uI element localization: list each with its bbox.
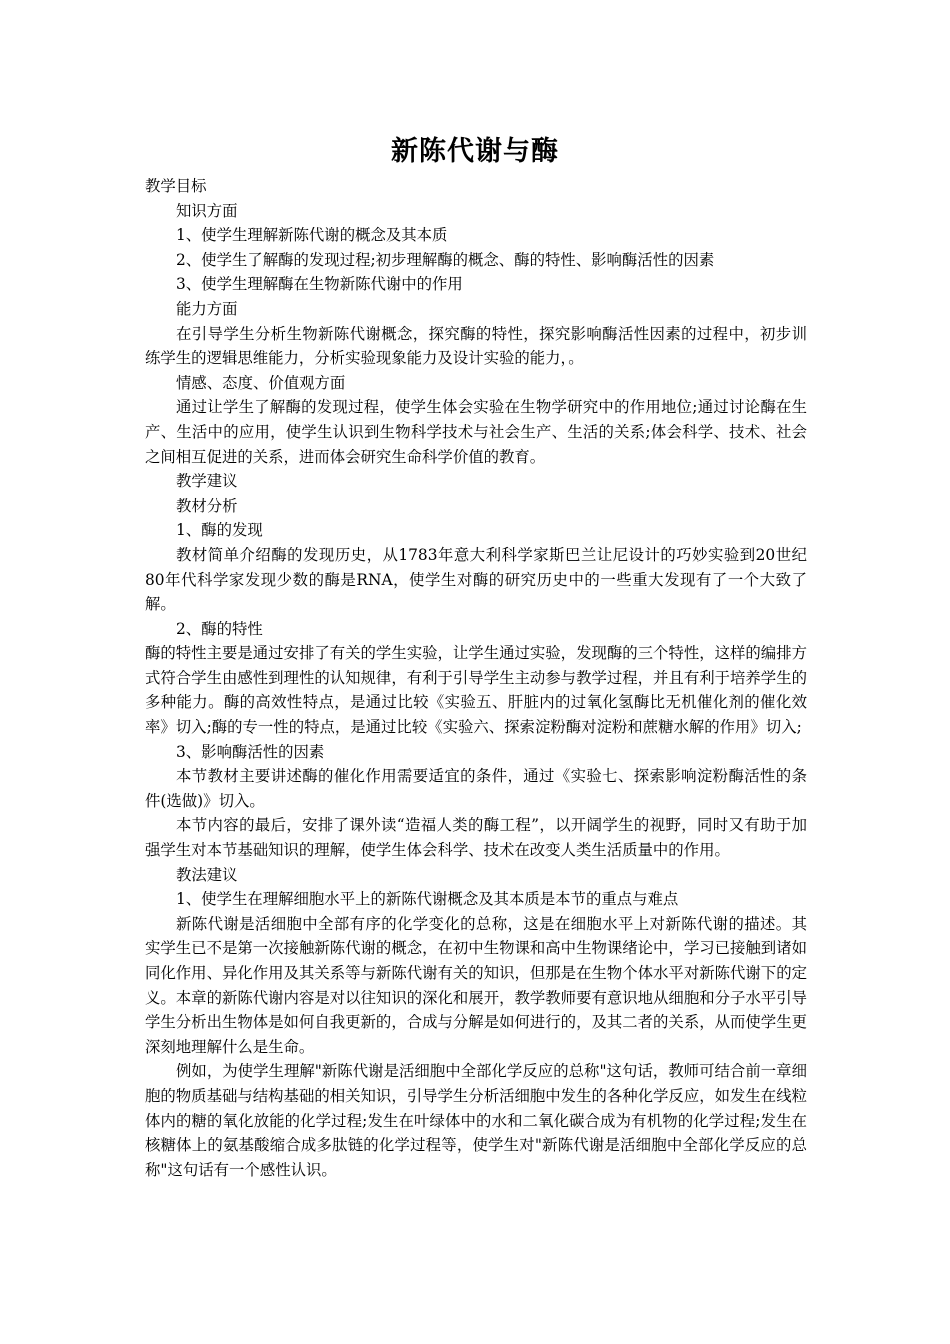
paragraph: 酶的特性主要是通过安排了有关的学生实验，让学生通过实验，发现酶的三个特性，这样的编排方式符合学生由感性到理性的认知规律，有利于引导学生主动参与教学过程，并且有利于培养学生的多种能力。酶的高效性特点，是通过比较《实验五、肝脏内的过氧化氢酶比无机催化剂的催化效率》切入;酶的专一性的特点，是通过比较《实验六、探索淀粉酶对淀粉和蔗糖水解的作用》切入; [145, 644, 807, 737]
paragraph: 教材分析 [176, 496, 238, 515]
paragraph: 在引导学生分析生物新陈代谢概念，探究酶的特性，探究影响酶活性因素的过程中，初步训练学生的逻辑思维能力，分析实验现象能力及设计实验的能力，。 [145, 324, 807, 368]
paragraph: 3、使学生理解酶在生物新陈代谢中的作用 [176, 275, 463, 294]
paragraph: 1、使学生理解新陈代谢的概念及其本质 [176, 226, 448, 245]
paragraph: 1、酶的发现 [176, 521, 263, 540]
paragraph: 例如，为使学生理解"新陈代谢是活细胞中全部化学反应的总称"这句话，教师可结合前一章细胞的物质基础与结构基础的相关知识，引导学生分析活细胞中发生的各种化学反应，如发生在线粒体内的糖的氧化放能的化学过程;发生在叶绿体中的水和二氧化碳合成为有机物的化学过程;发生在核糖体上的氨基酸缩合成多肽链的化学过程等，使学生对"新陈代谢是活细胞中全部化学反应的总称"这句话有一个感性认识。 [145, 1062, 807, 1179]
paragraph: 教法建议 [176, 865, 238, 884]
paragraph: 教学目标 [145, 177, 207, 195]
paragraph: 1、使学生在理解细胞水平上的新陈代谢概念及其本质是本节的重点与难点 [176, 890, 679, 909]
paragraph: 2、酶的特性 [176, 619, 263, 638]
paragraph: 教材简单介绍酶的发现历史，从1783年意大利科学家斯巴兰让尼设计的巧妙实验到20世纪80年代科学家发现少数的酶是RNA，使学生对酶的研究历史中的一些重大发现有了一个大致了解。 [145, 545, 807, 614]
paragraph: 能力方面 [176, 299, 238, 318]
paragraph: 新陈代谢是活细胞中全部有序的化学变化的总称，这是在细胞水平上对新陈代谢的描述。其实学生已不是第一次接触新陈代谢的概念，在初中生物课和高中生物课绪论中，学习已接触到诸如同化作用、异化作用及其关系等与新陈代谢有关的知识，但那是在生物个体水平对新陈代谢下的定义。本章的新陈代谢内容是对以往知识的深化和展开，教学教师要有意识地从细胞和分子水平引导学生分析出生物体是如何自我更新的，合成与分解是如何进行的，及其二者的关系，从而使学生更深刻地理解什么是生命。 [145, 914, 807, 1056]
paragraph: 知识方面 [176, 201, 238, 220]
paragraph: 本节教材主要讲述酶的催化作用需要适宜的条件，通过《实验七、探索影响淀粉酶活性的条件(选做)》切入。 [145, 767, 807, 810]
paragraph: 本节内容的最后，安排了课外读“造福人类的酶工程”，以开阔学生的视野，同时又有助于加强学生对本节基础知识的理解，使学生体会科学、技术在改变人类生活质量中的作用。 [145, 816, 807, 860]
paragraph: 情感、态度、价值观方面 [176, 373, 346, 392]
document-body [145, 174, 807, 1182]
paragraph: 教学建议 [176, 472, 238, 491]
paragraph: 通过让学生了解酶的发现过程，使学生体会实验在生物学研究中的作用地位;通过讨论酶在生产、生活中的应用，使学生认识到生物科学技术与社会生产、生活的关系;体会科学、技术、社会之间相互促进的关系，进而体会研究生命科学价值的教育。 [145, 398, 807, 466]
paragraph: 3、影响酶活性的因素 [176, 742, 325, 761]
paragraph: 2、使学生了解酶的发现过程;初步理解酶的概念、酶的特性、影响酶活性的因素 [176, 250, 715, 269]
document-title: 新陈代谢与酶 [391, 136, 559, 167]
